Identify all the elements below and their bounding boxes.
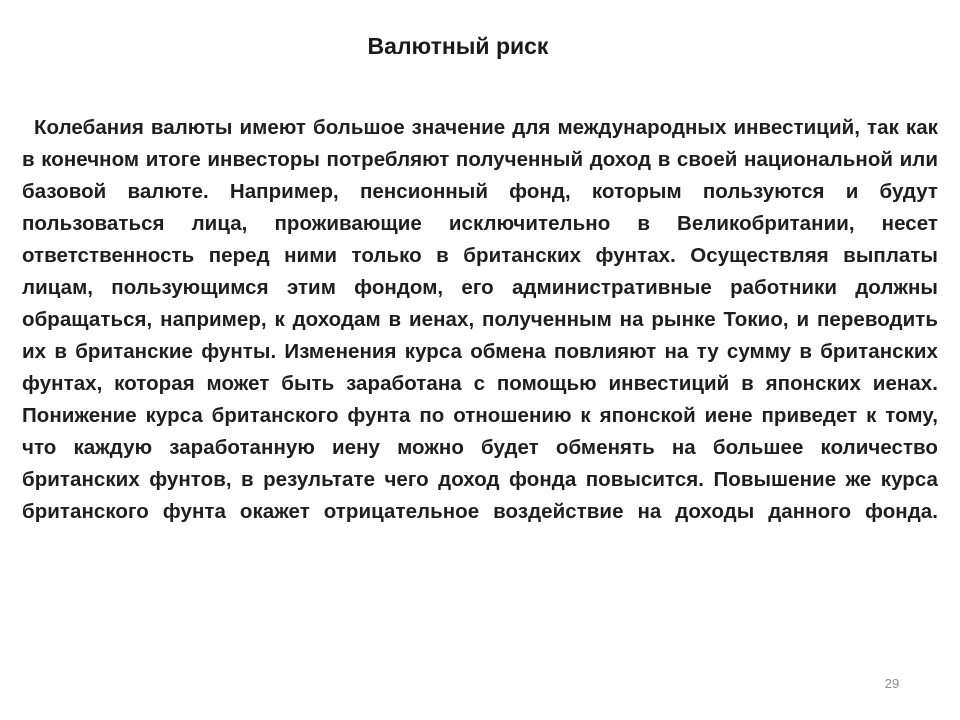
slide-title: Валютный риск: [367, 33, 549, 59]
slide-body-text: Колебания валюты имеют большое значение для международных инвестиций, так как в конечном итоге инвесторы потребляют полученный доход в своей национальной или базовой валюте. Например, пенсионный фонд, которым пользуются и будут пользоваться лица, проживающие исключительно в Великобритании, несет ответственность перед ними только в британских фунтах. Осуществляя выплаты лицам, пользующимся этим фондом, его административные работники должны обращаться, например, к доходам в иенах, полученным на рынке Токио, и переводить их в британские фунты. Изменения курса обмена повлияют на ту сумму в британских фунтах, которая может быть заработана с помощью инвестиций в японских иенах. Понижение курса британского фунта по отношению к японской иене приведет к тому, что каждую заработанную иену можно будет обменять на большее количество британских фунтов, в результате чего доход фонда повысится. Повышение же курса британского фунта окажет отрицательное воздействие на доходы данного фонда.: [22, 116, 938, 523]
page-number: 29: [884, 676, 900, 691]
